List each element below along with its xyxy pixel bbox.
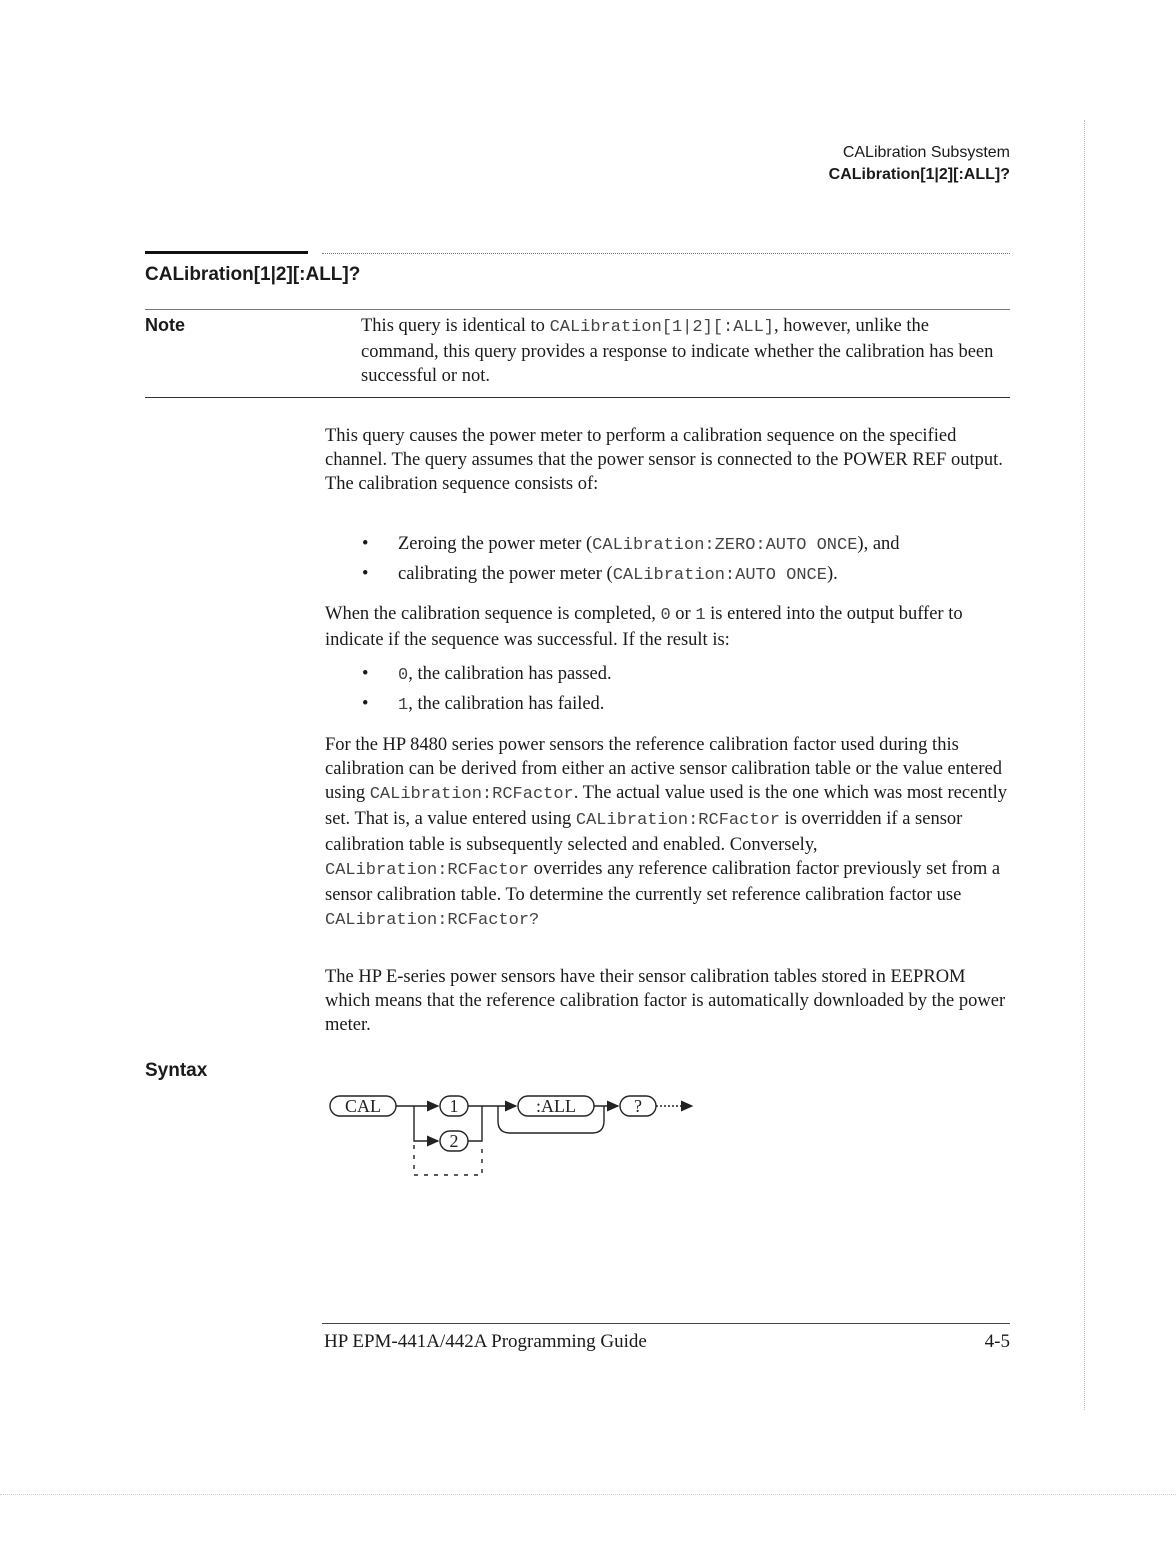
cal-node-label: CAL [345, 1096, 381, 1116]
section-title: CALibration[1|2][:ALL]? [145, 264, 361, 285]
note-rule-top [145, 309, 1010, 310]
query-node-label: ? [634, 1096, 642, 1116]
all-node-label: :ALL [536, 1096, 576, 1116]
bullet-icon: • [362, 534, 369, 554]
bullet-icon: • [362, 664, 369, 684]
list-item: • Zeroing the power meter (CALibration:ZERO:AUTO ONCE), and [362, 534, 900, 555]
note-rule-bottom [145, 397, 1010, 398]
paragraph-8480: For the HP 8480 series power sensors the reference calibration factor used during this calibration can be derived from either an active sensor calibration table or the value entered using CALibration:RCFactor. The actual value used is the one which was most recently set. That is, a value entered using CALibration:RCFactor is overridden if a sensor calibration table is subsequently selected and enabled. Conversely, CALibration:RCFactor overrides any reference calibration factor previously set from a sensor calibration table. To determine the currently set reference calibration factor use CALibration:RCFactor? [325, 735, 1008, 930]
page-number: 4-5 [984, 1331, 1010, 1352]
note-label: Note [145, 315, 185, 335]
note-code: CALibration[1|2][:ALL] [549, 318, 774, 337]
section-rule-thick [145, 251, 308, 254]
note-text-b: , however, unlike the command, this query provides a response to indicate whether the calibration has been successful or not. [361, 316, 994, 386]
footer-rule [322, 1323, 1010, 1324]
bullet-icon: • [362, 564, 369, 584]
syntax-diagram [322, 1085, 722, 1195]
footer-title: HP EPM-441A/442A Programming Guide [324, 1331, 647, 1352]
path-from-2 [468, 1106, 482, 1141]
paragraph-intro: This query causes the power meter to perform a calibration sequence on the specified channel. The query assumes that the power sensor is connected to the POWER REF output. The calibration sequence consists of: [325, 426, 1003, 494]
syntax-label: Syntax [145, 1060, 208, 1081]
list-item: • 1, the calibration has failed. [362, 694, 605, 715]
channel-1-label: 1 [449, 1096, 459, 1116]
list-item: • calibrating the power meter (CALibration:AUTO ONCE). [362, 564, 838, 585]
section-rule-dotted [322, 253, 1010, 254]
scan-margin-line [1084, 120, 1085, 1410]
paragraph-eseries: The HP E-series power sensors have their sensor calibration tables stored in EEPROM which means that the reference calibration factor is automatically downloaded by the power meter. [325, 967, 1006, 1035]
running-head-command: CALibration[1|2][:ALL]? [828, 166, 1010, 183]
running-head [829, 142, 1010, 186]
bullet-icon: • [362, 694, 369, 714]
channel-2-label: 2 [449, 1131, 459, 1151]
path-to-2 [414, 1106, 438, 1141]
note-text-a: This query is identical to [361, 316, 550, 336]
scan-bottom-line [0, 1494, 1176, 1495]
note-text [361, 314, 1001, 388]
paragraph-result: When the calibration sequence is completed, 0 or 1 is entered into the output buffer to indicate if the sequence was successful. If the result is: [325, 604, 963, 650]
sequence-list [360, 532, 1020, 592]
optional-bypass [414, 1145, 482, 1175]
result-list [360, 662, 1020, 722]
list-item: • 0, the calibration has passed. [362, 664, 612, 685]
running-head-subsystem: CALibration Subsystem [842, 144, 1010, 161]
